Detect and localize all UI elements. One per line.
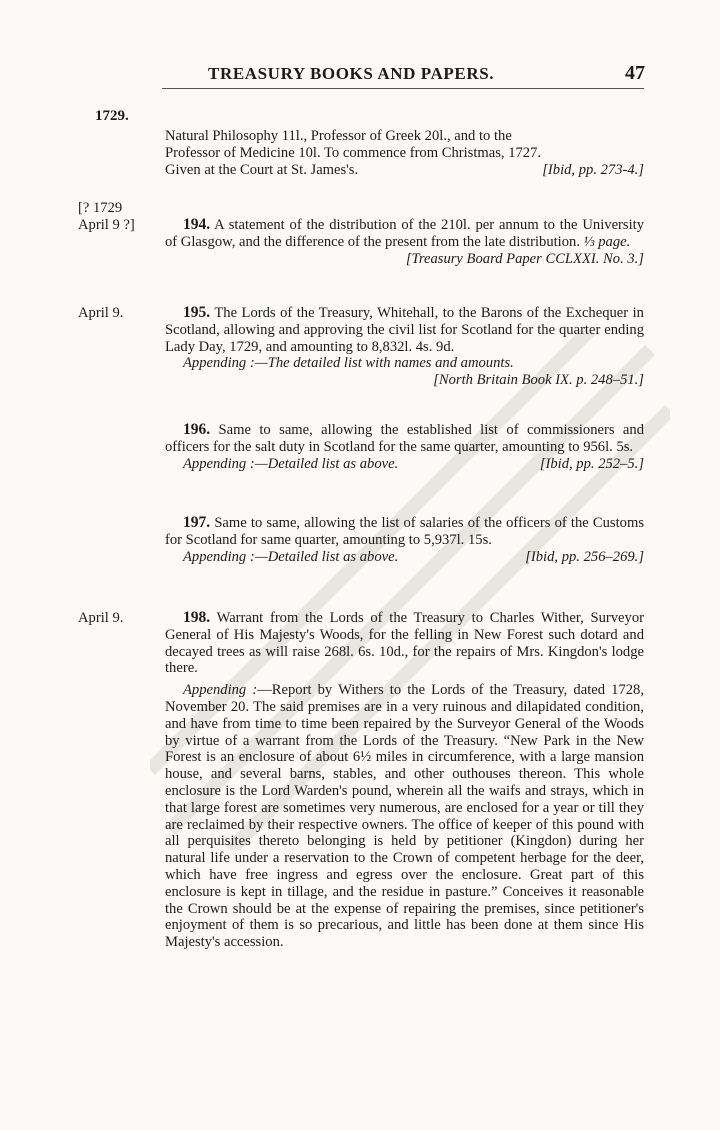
entry-body: Same to same, allowing the established list of commissioners and officers for the salt duty in Scotland for the same quarter, amounting to 956l. 5s. <box>165 422 644 455</box>
page-header <box>170 62 645 85</box>
reference: [Ibid, pp. 273-4.] <box>542 161 644 178</box>
margin-date-line: April 9 ?] <box>78 216 135 233</box>
margin-date-line: [? 1729 <box>78 200 123 216</box>
entry-size: ⅓ page. <box>583 233 631 250</box>
running-title: TREASURY BOOKS AND PAPERS. <box>208 64 495 83</box>
page-number: 47 <box>625 62 645 84</box>
reference: [Treasury Board Paper CCLXXI. No. 3.] <box>405 250 644 267</box>
entry-number: 195. <box>183 304 211 321</box>
reference: [Ibid, pp. 252–5.] <box>539 455 644 472</box>
entry-number: 197. <box>183 514 211 531</box>
header-rule <box>162 88 644 89</box>
continued-line: Given at the Court at St. James's. <box>165 161 359 178</box>
entry-195 <box>165 305 644 389</box>
appending-line: Appending :—Detailed list as above. <box>183 548 399 565</box>
appending-row <box>165 549 644 566</box>
entry-text <box>165 305 644 355</box>
entry-body: A statement of the distribution of the 210l. per annum to the University of Glasgow, and the difference of the present from the late distribution. <box>165 217 644 250</box>
appending-row <box>165 456 644 473</box>
entry-number: 198. <box>183 609 211 626</box>
entry-body: The Lords of the Treasury, Whitehall, to the Barons of the Exchequer in Scotland, allowing and approving the civil list for Scotland for the quarter ending Lady Day, 1729, and amounting to 8,832l. 4s. 9d. <box>165 305 644 355</box>
continued-line: Natural Philosophy 11l., Professor of Greek 20l., and to the <box>165 128 512 144</box>
entry-text <box>165 217 644 251</box>
entry-number: 194. <box>183 216 211 233</box>
margin-date <box>78 200 158 234</box>
continued-entry <box>165 128 644 178</box>
appending-body: —Report by Withers to the Lords of the Treasury, dated 1728, November 20. The said premises are in a very ruinous and dilapidated condition, and have from time to time been repaired by the Surveyor General of the Woods by virtue of a warrant from the Lords of the Treasury. “New Park in the New Forest is an enclosure of about 6½ miles in circumference, with a large mansion house, and several barns, stables, and other outhouses thereon. This whole enclosure is the Lord Warden's pound, wherein all the waifs and strays, which in that large forest are sometimes very numerous, are enclosed for a year or till they are reclaimed by their respective owners. The office of keeper of this pound with all perquisites thereto belonging is held by petitioner (Kingdon) during her natural life under a reservation to the Crown of competent herbage for the deer, which have free ingress and egress over the enclosure. Great part of this enclosure is kept in tillage, and the residue in pasture.” Conceives it reasonable the Crown should be at the expense of repairing the premises, since petitioner's enjoyment of them is so precarious, and little has been done at them since His Majesty's accession. <box>165 682 644 951</box>
entry-text <box>165 422 644 456</box>
appending-label: Appending : <box>183 682 258 699</box>
entry-196 <box>165 422 644 472</box>
appending-line: Appending :—The detailed list with names and amounts. <box>183 355 514 372</box>
entry-body: Same to same, allowing the list of salaries of the officers of the Customs for Scotland for same quarter, amounting to 5,937l. 15s. <box>165 515 644 548</box>
entry-text <box>165 610 644 677</box>
year-heading: 1729. <box>95 108 129 124</box>
continued-line: Professor of Medicine 10l. To commence from Christmas, 1727. <box>165 144 542 161</box>
continued-last-line <box>165 162 644 179</box>
entry-body: Warrant from the Lords of the Treasury to Charles Wither, Surveyor General of His Majesty's Woods, for the felling in New Forest such dotard and decayed trees as will raise 268l. 6s. 10d., for the repairs of Mrs. Kingdon's lodge there. <box>165 610 644 677</box>
appending-line: Appending :—Detailed list as above. <box>183 455 399 472</box>
entry-number: 196. <box>183 421 211 438</box>
margin-date: April 9. <box>78 305 124 321</box>
entry-198 <box>165 610 644 951</box>
margin-date: April 9. <box>78 610 124 626</box>
entry-text <box>165 515 644 549</box>
entry-194 <box>165 217 644 267</box>
reference: [Ibid, pp. 256–269.] <box>525 548 644 565</box>
reference: [North Britain Book IX. p. 248–51.] <box>433 372 644 389</box>
entry-197 <box>165 515 644 565</box>
appending-paragraph <box>165 682 644 951</box>
